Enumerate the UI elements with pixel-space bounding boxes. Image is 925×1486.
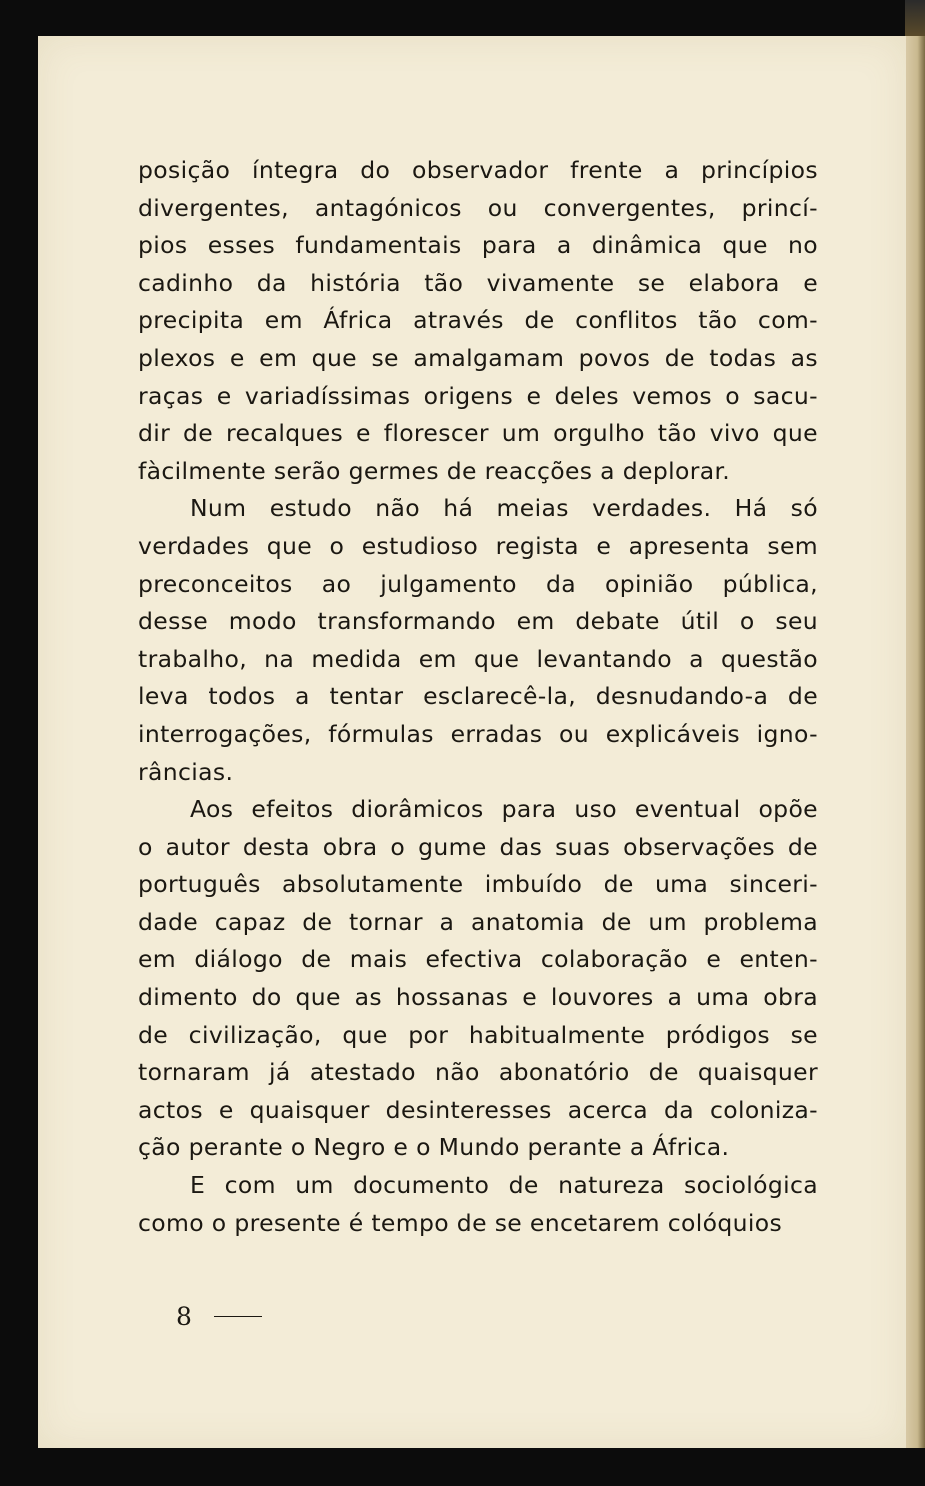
text-line: râncias. bbox=[138, 757, 234, 786]
text-line: precipita em África através de conflitos tão com- bbox=[138, 306, 818, 335]
text-line: fàcilmente serão germes de reacções a deplorar. bbox=[138, 456, 731, 485]
text-line: como o presente é tempo de se encetarem colóquios bbox=[138, 1208, 783, 1237]
body-text bbox=[138, 152, 818, 1242]
text-line: interrogações, fórmulas erradas ou explicáveis igno- bbox=[138, 719, 818, 748]
text-line: cadinho da história tão vivamente se elabora e bbox=[138, 268, 818, 297]
text-line: plexos e em que se amalgamam povos de todas as bbox=[138, 343, 818, 372]
footer-rule bbox=[214, 1316, 262, 1317]
text-line: preconceitos ao julgamento da opinião pública, bbox=[138, 569, 818, 598]
text-line: leva todos a tentar esclarecê-la, desnudando-a de bbox=[138, 682, 818, 711]
paragraph bbox=[138, 791, 818, 1167]
text-line: português absolutamente imbuído de uma sinceri- bbox=[138, 870, 818, 899]
text-line: divergentes, antagónicos ou convergentes, princí- bbox=[138, 193, 818, 222]
text-line: Num estudo não há meias verdades. Há só bbox=[190, 494, 818, 523]
paragraph bbox=[138, 1167, 818, 1242]
page-footer bbox=[176, 1302, 262, 1331]
text-line: em diálogo de mais efectiva colaboração e enten- bbox=[138, 945, 818, 974]
text-line: posição íntegra do observador frente a princípios bbox=[138, 156, 818, 184]
paragraph bbox=[138, 152, 818, 490]
text-line: dir de recalques e florescer um orgulho tão vivo que bbox=[138, 419, 818, 448]
text-line: dade capaz de tornar a anatomia de um problema bbox=[138, 907, 818, 936]
text-line: Aos efeitos diorâmicos para uso eventual opõe bbox=[190, 795, 818, 824]
text-line: E com um documento de natureza sociológica bbox=[190, 1171, 818, 1200]
text-line: verdades que o estudioso regista e apresenta sem bbox=[138, 531, 818, 560]
text-line: tornaram já atestado não abonatório de quaisquer bbox=[138, 1058, 818, 1087]
text-line: actos e quaisquer desinteresses acerca da coloniza- bbox=[138, 1095, 818, 1124]
text-line: raças e variadíssimas origens e deles vemos o sacu- bbox=[138, 381, 818, 410]
paragraph bbox=[138, 490, 818, 791]
page-number: 8 bbox=[176, 1302, 192, 1331]
text-line: trabalho, na medida em que levantando a questão bbox=[138, 644, 818, 673]
scan-corner bbox=[905, 0, 925, 36]
text-line: o autor desta obra o gume das suas observações de bbox=[138, 832, 818, 861]
text-line: desse modo transformando em debate útil o seu bbox=[138, 607, 818, 636]
text-line: dimento do que as hossanas e louvores a uma obra bbox=[138, 983, 818, 1012]
text-line: de civilização, que por habitualmente pródigos se bbox=[138, 1020, 818, 1049]
page-edge bbox=[906, 36, 925, 1448]
book-page bbox=[38, 36, 906, 1448]
text-line: ção perante o Negro e o Mundo perante a África. bbox=[138, 1133, 730, 1162]
text-line: pios esses fundamentais para a dinâmica que no bbox=[138, 231, 818, 260]
